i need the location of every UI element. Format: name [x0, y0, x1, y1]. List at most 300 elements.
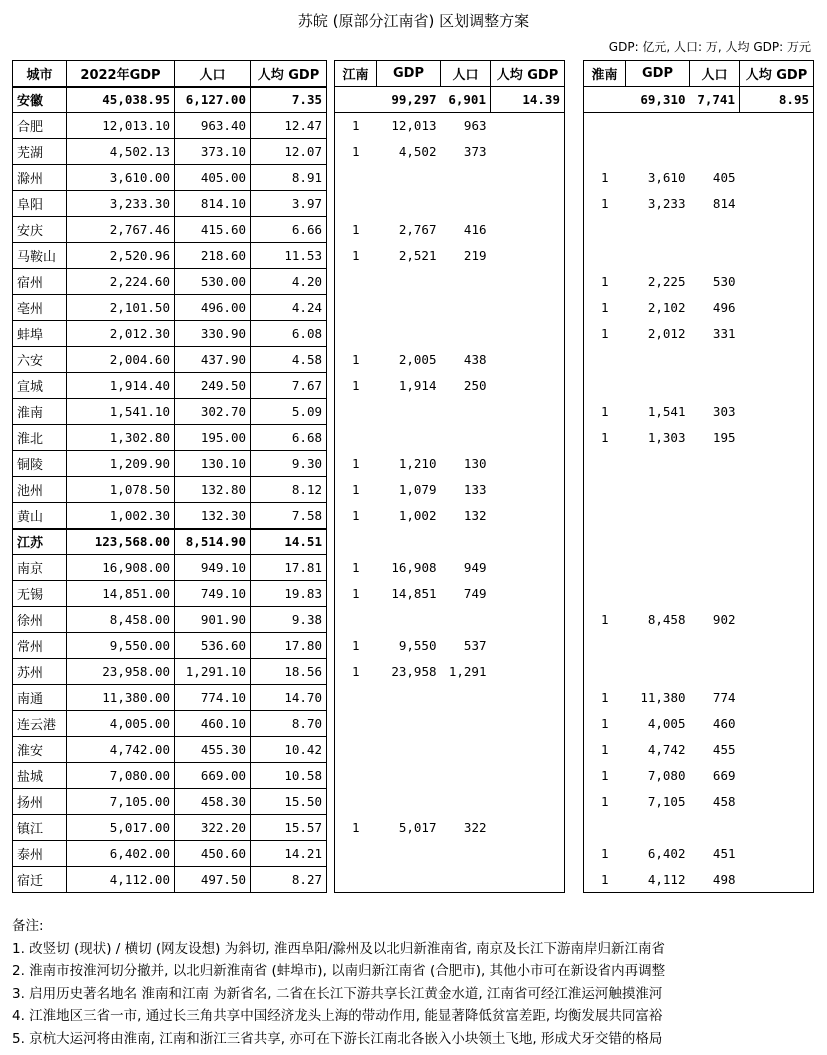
gdp-value — [377, 321, 441, 347]
population-value: 451 — [712, 846, 736, 861]
population-value: 195 — [712, 430, 736, 445]
table-row — [335, 581, 565, 607]
population-value — [441, 269, 491, 295]
gdp-value: 7,105 — [647, 794, 686, 809]
gdp-value: 1,302.80 — [67, 425, 175, 451]
gdp-value: 1,914 — [398, 378, 437, 393]
header-population: 人口 — [690, 61, 740, 87]
gdp-value — [377, 529, 441, 555]
population-value — [690, 503, 740, 529]
population-value: 530.00 — [175, 269, 251, 295]
table-row — [584, 659, 814, 685]
gdp-per-capita-value — [740, 373, 814, 399]
gdp-per-capita-value — [491, 477, 565, 503]
population-value: 130.10 — [175, 451, 251, 477]
membership-flag: 1 — [600, 716, 609, 731]
province-row — [335, 87, 565, 113]
gdp-value: 2,101.50 — [67, 295, 175, 321]
gdp-value: 4,742.00 — [67, 737, 175, 763]
gdp-per-capita-value: 5.09 — [251, 399, 327, 425]
gdp-value — [626, 581, 690, 607]
header-population: 人口 — [441, 61, 491, 87]
table-row — [584, 321, 814, 347]
gdp-value: 11,380 — [640, 690, 686, 705]
header-population: 人口 — [175, 61, 251, 87]
gdp-per-capita-value — [740, 737, 814, 763]
population-value: 405.00 — [175, 165, 251, 191]
gdp-per-capita-value — [491, 815, 565, 841]
gdp-per-capita-value: 14.51 — [251, 529, 327, 555]
membership-flag — [335, 763, 377, 789]
city-name: 阜阳 — [13, 191, 67, 217]
table-row — [13, 555, 327, 581]
population-value: 460.10 — [175, 711, 251, 737]
gdp-per-capita-value — [740, 399, 814, 425]
population-value: 749 — [463, 586, 487, 601]
table-row — [584, 477, 814, 503]
table-row — [584, 139, 814, 165]
table-row — [13, 477, 327, 503]
population-value: 303 — [712, 404, 736, 419]
city-name: 宿州 — [13, 269, 67, 295]
gdp-per-capita-value — [491, 737, 565, 763]
population-value — [441, 711, 491, 737]
gdp-per-capita-value — [491, 425, 565, 451]
province-row — [13, 87, 327, 113]
gdp-value: 12,013.10 — [67, 113, 175, 139]
population-value: 437.90 — [175, 347, 251, 373]
gdp-per-capita-value — [740, 529, 814, 555]
population-value: 496.00 — [175, 295, 251, 321]
gdp-per-capita-value — [740, 321, 814, 347]
population-value: 963.40 — [175, 113, 251, 139]
population-value — [441, 737, 491, 763]
city-name: 安徽 — [13, 87, 67, 113]
table-row — [335, 763, 565, 789]
jiangnan-province-table — [334, 60, 565, 893]
table-row — [584, 191, 814, 217]
population-value: 902 — [712, 612, 736, 627]
table-row — [13, 763, 327, 789]
gdp-value — [626, 217, 690, 243]
gdp-value: 4,742 — [647, 742, 686, 757]
population-value: 536.60 — [175, 633, 251, 659]
population-value: 774 — [712, 690, 736, 705]
membership-flag — [584, 659, 626, 685]
gdp-per-capita-value — [491, 165, 565, 191]
gdp-per-capita-value — [491, 503, 565, 529]
gdp-per-capita-value: 8.27 — [251, 867, 327, 893]
gdp-per-capita-value: 4.24 — [251, 295, 327, 321]
population-value — [441, 789, 491, 815]
gdp-per-capita-value — [740, 581, 814, 607]
gdp-per-capita-value — [491, 243, 565, 269]
gdp-per-capita-value — [740, 503, 814, 529]
table-row — [13, 815, 327, 841]
gdp-per-capita-value — [491, 295, 565, 321]
gdp-per-capita-value — [491, 659, 565, 685]
membership-flag — [335, 399, 377, 425]
gdp-per-capita-value: 6.66 — [251, 217, 327, 243]
table-row — [335, 451, 565, 477]
gdp-value: 14,851.00 — [67, 581, 175, 607]
table-row — [335, 711, 565, 737]
city-name: 安庆 — [13, 217, 67, 243]
gdp-value — [377, 737, 441, 763]
table-row — [13, 451, 327, 477]
table-header-row — [13, 61, 327, 87]
population-value: 537 — [463, 638, 487, 653]
gdp-value: 4,112.00 — [67, 867, 175, 893]
table-row — [335, 841, 565, 867]
population-value — [690, 373, 740, 399]
population-value — [690, 581, 740, 607]
table-row — [584, 867, 814, 893]
city-name: 无锡 — [13, 581, 67, 607]
population-value: 373.10 — [175, 139, 251, 165]
membership-flag — [335, 269, 377, 295]
population-value: 749.10 — [175, 581, 251, 607]
gdp-value: 45,038.95 — [67, 87, 175, 113]
table-row — [13, 373, 327, 399]
population-value — [690, 243, 740, 269]
gdp-per-capita-value — [491, 633, 565, 659]
gdp-per-capita-value — [491, 763, 565, 789]
gdp-value — [377, 425, 441, 451]
membership-flag: 1 — [351, 638, 360, 653]
population-value: 498 — [712, 871, 736, 887]
city-name: 淮南 — [13, 399, 67, 425]
table-row — [584, 269, 814, 295]
gdp-per-capita-value — [491, 269, 565, 295]
population-value: 1,291.10 — [175, 659, 251, 685]
gdp-per-capita-value: 8.95 — [740, 87, 814, 113]
membership-flag — [584, 451, 626, 477]
population-value: 450.60 — [175, 841, 251, 867]
page-title: 苏皖 (原部分江南省) 区划调整方案 — [297, 12, 530, 30]
membership-flag — [584, 347, 626, 373]
gdp-per-capita-value: 7.67 — [251, 373, 327, 399]
population-value — [441, 321, 491, 347]
population-value: 8,514.90 — [175, 529, 251, 555]
gdp-per-capita-value: 18.56 — [251, 659, 327, 685]
gdp-per-capita-value: 10.42 — [251, 737, 327, 763]
membership-flag — [584, 139, 626, 165]
population-value — [690, 477, 740, 503]
gdp-value: 2,004.60 — [67, 347, 175, 373]
population-value: 195.00 — [175, 425, 251, 451]
table-row — [335, 347, 565, 373]
membership-flag: 1 — [351, 144, 360, 159]
population-value: 458 — [712, 794, 736, 809]
gdp-value: 2,520.96 — [67, 243, 175, 269]
gdp-value — [626, 659, 690, 685]
gdp-per-capita-value: 11.53 — [251, 243, 327, 269]
gdp-per-capita-value — [491, 113, 565, 139]
gdp-per-capita-value — [491, 841, 565, 867]
units-note: GDP: 亿元, 人口: 万, 人均 GDP: 万元 — [608, 40, 811, 54]
notes-section — [12, 915, 665, 1051]
gdp-value: 1,541.10 — [67, 399, 175, 425]
gdp-per-capita-value: 17.81 — [251, 555, 327, 581]
membership-flag: 1 — [351, 508, 360, 523]
table-row — [13, 841, 327, 867]
city-name: 宣城 — [13, 373, 67, 399]
membership-flag: 1 — [351, 118, 360, 134]
gdp-value: 4,112 — [647, 871, 686, 887]
population-value: 497.50 — [175, 867, 251, 893]
population-value: 438 — [463, 352, 487, 367]
table-header-row — [584, 61, 814, 87]
population-value — [690, 555, 740, 581]
gdp-value: 2,521 — [398, 248, 437, 263]
population-value: 669 — [712, 768, 736, 783]
table-row — [13, 269, 327, 295]
gdp-per-capita-value — [491, 399, 565, 425]
gdp-value: 9,550 — [398, 638, 437, 653]
gdp-per-capita-value — [740, 711, 814, 737]
note-item: 3. 启用历史著名地名 淮南和江南 为新省名, 二省在长江下游共享长江黄金水道, 江南省可经江淮运河触摸淮河 — [12, 985, 663, 1002]
membership-flag — [584, 555, 626, 581]
gdp-per-capita-value: 15.50 — [251, 789, 327, 815]
population-value — [441, 529, 491, 555]
population-value: 218.60 — [175, 243, 251, 269]
population-value — [690, 659, 740, 685]
gdp-value — [377, 685, 441, 711]
table-row — [584, 295, 814, 321]
population-value: 963 — [463, 118, 487, 134]
city-name: 蚌埠 — [13, 321, 67, 347]
membership-flag: 1 — [600, 768, 609, 783]
gdp-per-capita-value — [740, 113, 814, 139]
gdp-value — [626, 347, 690, 373]
table-row — [335, 243, 565, 269]
membership-flag — [335, 737, 377, 763]
table-row — [13, 191, 327, 217]
table-row — [584, 555, 814, 581]
population-value: 132 — [463, 508, 487, 523]
gdp-per-capita-value: 8.91 — [251, 165, 327, 191]
population-value: 949.10 — [175, 555, 251, 581]
gdp-per-capita-value — [740, 425, 814, 451]
membership-flag: 1 — [600, 871, 609, 887]
membership-flag: 1 — [351, 820, 360, 835]
gdp-per-capita-value — [491, 451, 565, 477]
membership-flag: 1 — [600, 742, 609, 757]
population-value — [441, 165, 491, 191]
table-header-row — [335, 61, 565, 87]
gdp-value: 1,541 — [647, 404, 686, 419]
membership-flag — [584, 217, 626, 243]
population-value — [690, 633, 740, 659]
membership-flag — [335, 529, 377, 555]
gdp-per-capita-value — [491, 191, 565, 217]
note-item: 2. 淮南市按淮河切分撤并, 以北归新淮南省 (蚌埠市), 以南归新江南省 (合肥市), 其他小市可在新设省内再调整 — [12, 963, 666, 980]
city-name: 江苏 — [13, 529, 67, 555]
gdp-value — [377, 789, 441, 815]
note-item: 1. 改竖切 (现状) / 横切 (网友设想) 为斜切, 淮西阜阳/滁州及以北归新淮南省, 南京及长江下游南岸归新江南省 — [12, 940, 665, 957]
population-value: 322 — [463, 820, 487, 835]
table-row — [335, 165, 565, 191]
population-value — [441, 867, 491, 893]
notes-heading: 备注: — [12, 918, 44, 934]
population-value — [441, 763, 491, 789]
table-row — [13, 243, 327, 269]
membership-flag — [335, 425, 377, 451]
gdp-value: 8,458 — [647, 612, 686, 627]
gdp-per-capita-value — [740, 607, 814, 633]
population-value — [690, 347, 740, 373]
gdp-value — [626, 815, 690, 841]
gdp-value — [377, 165, 441, 191]
city-name: 南京 — [13, 555, 67, 581]
table-row — [584, 711, 814, 737]
gdp-value: 2,225 — [647, 274, 686, 289]
population-value — [441, 191, 491, 217]
gdp-value — [626, 633, 690, 659]
gdp-per-capita-value — [740, 451, 814, 477]
table-row — [335, 685, 565, 711]
gdp-per-capita-value — [491, 529, 565, 555]
population-value — [441, 295, 491, 321]
population-value: 302.70 — [175, 399, 251, 425]
table-row — [584, 399, 814, 425]
table-row — [13, 321, 327, 347]
province-row — [335, 529, 565, 555]
gdp-per-capita-value — [491, 139, 565, 165]
gdp-value: 5,017 — [398, 820, 437, 835]
gdp-value: 1,078.50 — [67, 477, 175, 503]
header-gdp: 2022年GDP — [67, 61, 175, 87]
membership-flag — [335, 191, 377, 217]
population-value: 330.90 — [175, 321, 251, 347]
gdp-value: 12,013 — [391, 118, 437, 134]
gdp-value — [626, 503, 690, 529]
gdp-value: 3,610 — [647, 170, 686, 185]
gdp-value: 7,080.00 — [67, 763, 175, 789]
membership-flag — [335, 789, 377, 815]
gdp-per-capita-value — [740, 139, 814, 165]
gdp-value: 5,017.00 — [67, 815, 175, 841]
gdp-per-capita-value: 7.35 — [251, 87, 327, 113]
gdp-per-capita-value — [740, 477, 814, 503]
gdp-per-capita-value — [740, 217, 814, 243]
gdp-value — [377, 295, 441, 321]
table-row — [584, 607, 814, 633]
table-row — [335, 633, 565, 659]
gdp-value: 3,610.00 — [67, 165, 175, 191]
gdp-per-capita-value — [740, 815, 814, 841]
gdp-value — [626, 113, 690, 139]
table-row — [335, 321, 565, 347]
gdp-value: 2,767.46 — [67, 217, 175, 243]
population-value: 814.10 — [175, 191, 251, 217]
gdp-per-capita-value — [491, 789, 565, 815]
gdp-value — [626, 373, 690, 399]
table-row — [13, 165, 327, 191]
gdp-per-capita-value — [740, 685, 814, 711]
gdp-value — [377, 191, 441, 217]
gdp-value — [377, 763, 441, 789]
population-value — [690, 217, 740, 243]
gdp-value: 6,402.00 — [67, 841, 175, 867]
header-huainan: 淮南 — [584, 61, 626, 87]
table-row — [13, 737, 327, 763]
gdp-per-capita-value — [491, 347, 565, 373]
gdp-per-capita-value — [491, 581, 565, 607]
population-value: 132.30 — [175, 503, 251, 529]
gdp-per-capita-value — [740, 841, 814, 867]
header-gdp-per-capita: 人均 GDP — [491, 61, 565, 87]
gdp-value: 3,233.30 — [67, 191, 175, 217]
population-value: 415.60 — [175, 217, 251, 243]
city-name: 池州 — [13, 477, 67, 503]
header-gdp-per-capita: 人均 GDP — [251, 61, 327, 87]
gdp-value: 2,102 — [647, 300, 686, 315]
gdp-value — [626, 555, 690, 581]
population-value — [690, 815, 740, 841]
table-row — [335, 139, 565, 165]
gdp-per-capita-value: 9.38 — [251, 607, 327, 633]
table-row — [584, 633, 814, 659]
province-row — [13, 529, 327, 555]
gdp-per-capita-value — [491, 217, 565, 243]
table-row — [584, 503, 814, 529]
province-row — [584, 87, 814, 113]
table-row — [584, 425, 814, 451]
gdp-per-capita-value: 14.21 — [251, 841, 327, 867]
gdp-value: 16,908 — [391, 560, 437, 575]
gdp-value — [377, 841, 441, 867]
population-value: 405 — [712, 170, 736, 185]
gdp-value — [626, 139, 690, 165]
membership-flag: 1 — [351, 560, 360, 575]
population-value: 219 — [463, 248, 487, 263]
table-row — [584, 815, 814, 841]
membership-flag: 1 — [600, 690, 609, 705]
gdp-value: 7,105.00 — [67, 789, 175, 815]
gdp-per-capita-value: 9.30 — [251, 451, 327, 477]
membership-flag: 1 — [600, 326, 609, 341]
population-value: 7,741 — [690, 87, 740, 113]
gdp-value: 4,502 — [398, 144, 437, 159]
membership-flag: 1 — [600, 430, 609, 445]
note-item: 4. 江淮地区三省一市, 通过长三角共享中国经济龙头上海的带动作用, 能显著降低贫富差距, 均衡发展共同富裕 — [12, 1008, 663, 1025]
gdp-value: 2,005 — [398, 352, 437, 367]
population-value: 530 — [712, 274, 736, 289]
city-name: 苏州 — [13, 659, 67, 685]
table-row — [13, 633, 327, 659]
membership-flag — [584, 373, 626, 399]
province-row — [584, 529, 814, 555]
population-value: 774.10 — [175, 685, 251, 711]
population-value: 949 — [463, 560, 487, 575]
table-row — [13, 347, 327, 373]
gdp-per-capita-value: 8.12 — [251, 477, 327, 503]
gdp-per-capita-value: 12.07 — [251, 139, 327, 165]
population-value: 460 — [712, 716, 736, 731]
city-name: 宿迁 — [13, 867, 67, 893]
population-value — [441, 841, 491, 867]
membership-flag — [584, 581, 626, 607]
gdp-value — [626, 477, 690, 503]
table-row — [13, 113, 327, 139]
table-row — [13, 711, 327, 737]
population-value: 496 — [712, 300, 736, 315]
population-value — [690, 113, 740, 139]
membership-flag — [335, 607, 377, 633]
header-city: 城市 — [13, 61, 67, 87]
